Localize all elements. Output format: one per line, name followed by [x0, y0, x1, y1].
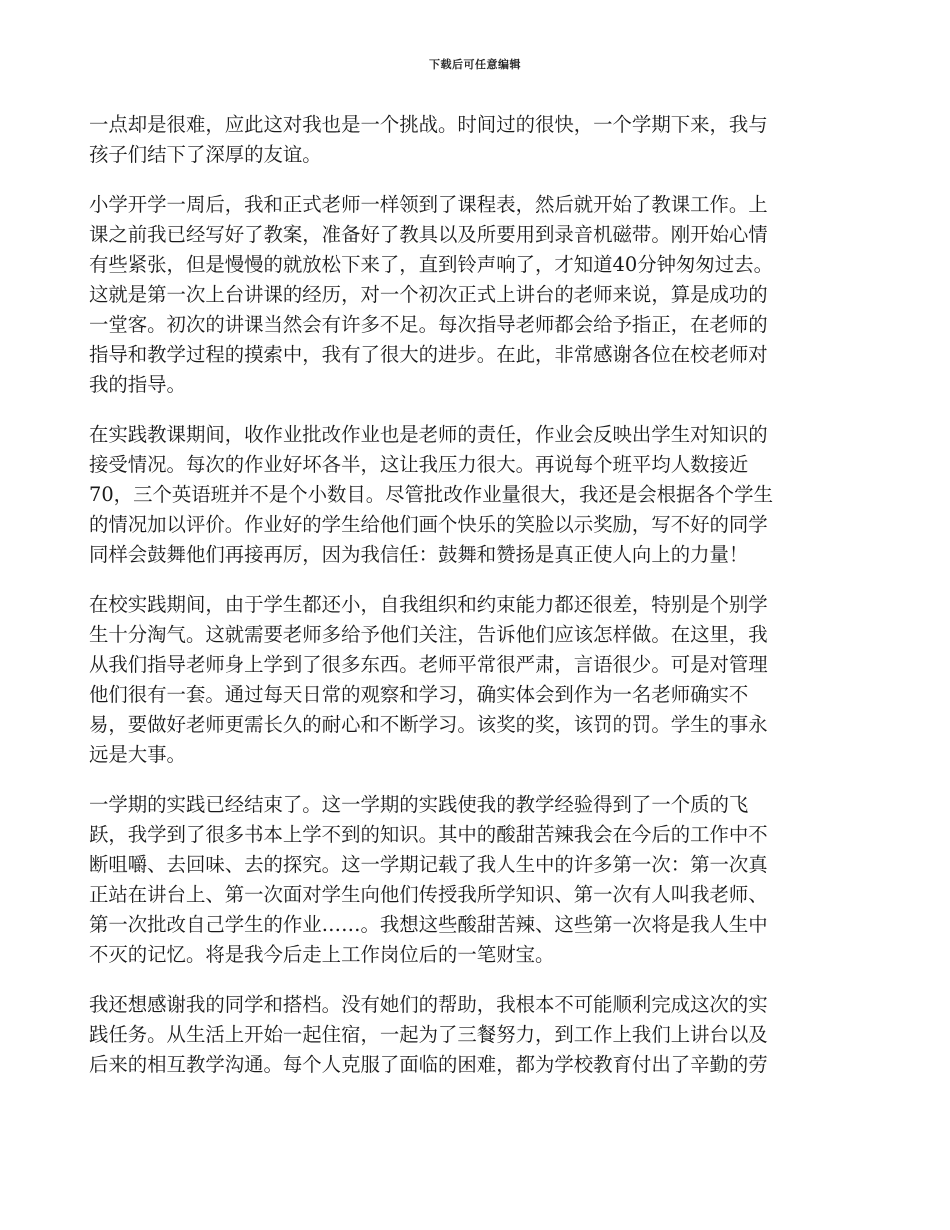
text-line: 远是大事。	[89, 743, 186, 766]
paragraph-4	[89, 590, 851, 770]
text-line: 课之前我已经写好了教案，准备好了教具以及所要用到录音机磁带。刚开始心情	[89, 223, 768, 246]
text-line: 易，要做好老师更需长久的耐心和不断学习。该奖的奖，该罚的罚。学生的事永	[89, 713, 768, 736]
paragraph-2	[89, 190, 851, 400]
text-line: 接受情况。每次的作业好坏各半，这让我压力很大。再说每个班平均人数接近	[89, 453, 749, 476]
text-line: 我的指导。	[89, 373, 186, 396]
text-line: 小学开学一周后，我和正式老师一样领到了课程表，然后就开始了教课工作。上	[89, 193, 768, 216]
text-line: 践任务。从生活上开始一起住宿，一起为了三餐努力，到工作上我们上讲台以及	[89, 1023, 768, 1046]
text-line: 在校实践期间，由于学生都还小，自我组织和约束能力都还很差，特别是个别学	[89, 593, 768, 616]
paragraph-5	[89, 790, 851, 970]
text-line: 一学期的实践已经结束了。这一学期的实践使我的教学经验得到了一个质的飞	[89, 793, 749, 816]
text-line: 从我们指导老师身上学到了很多东西。老师平常很严肃，言语很少。可是对管理	[89, 653, 768, 676]
text-line: 这就是第一次上台讲课的经历，对一个初次正式上讲台的老师来说，算是成功的	[89, 283, 768, 306]
text-line: 同样会鼓舞他们再接再厉，因为我信任：鼓舞和赞扬是真正使人向上的力量！	[89, 543, 749, 566]
text-line: 断咀嚼、去回味、去的探究。这一学期记载了我人生中的许多第一次：第一次真	[89, 853, 768, 876]
text-line: 不灭的记忆。将是我今后走上工作岗位后的一笔财宝。	[89, 943, 555, 966]
text-line: 第一次批改自己学生的作业……。我想这些酸甜苦辣、这些第一次将是我人生中	[89, 913, 768, 936]
text-line: 他们很有一套。通过每天日常的观察和学习，确实体会到作为一名老师确实不	[89, 683, 749, 706]
page-header: 下载后可任意编辑	[429, 58, 521, 71]
text-line: 一堂客。初次的讲课当然会有许多不足。每次指导老师都会给予指正，在老师的	[89, 313, 768, 336]
text-line: 指导和教学过程的摸索中，我有了很大的进步。在此，非常感谢各位在校老师对	[89, 343, 768, 366]
text-line: 70，三个英语班并不是个小数目。尽管批改作业量很大，我还是会根据各个学生	[89, 483, 773, 506]
paragraph-1	[89, 110, 851, 170]
text-line: 在实践教课期间，收作业批改作业也是老师的责任，作业会反映出学生对知识的	[89, 423, 768, 446]
text-line: 生十分淘气。这就需要老师多给予他们关注，告诉他们应该怎样做。在这里，我	[89, 623, 768, 646]
text-line: 一点却是很难，应此这对我也是一个挑战。时间过的很快，一个学期下来，我与	[89, 113, 768, 136]
text-line: 孩子们结下了深厚的友谊。	[89, 143, 322, 166]
text-line: 后来的相互教学沟通。每个人克服了面临的困难，都为学校教育付出了辛勤的劳	[89, 1053, 768, 1076]
text-line: 正站在讲台上、第一次面对学生向他们传授我所学知识、第一次有人叫我老师、	[89, 883, 768, 906]
paragraph-3	[89, 420, 851, 570]
text-line: 我还想感谢我的同学和搭档。没有她们的帮助，我根本不可能顺利完成这次的实	[89, 993, 768, 1016]
document-body	[89, 110, 851, 1100]
text-line: 有些紧张，但是慢慢的就放松下来了，直到铃声响了，才知道40分钟匆匆过去。	[89, 253, 773, 276]
text-line: 跃，我学到了很多书本上学不到的知识。其中的酸甜苦辣我会在今后的工作中不	[89, 823, 768, 846]
text-line: 的情况加以评价。作业好的学生给他们画个快乐的笑脸以示奖励，写不好的同学	[89, 513, 768, 536]
paragraph-6	[89, 990, 851, 1080]
